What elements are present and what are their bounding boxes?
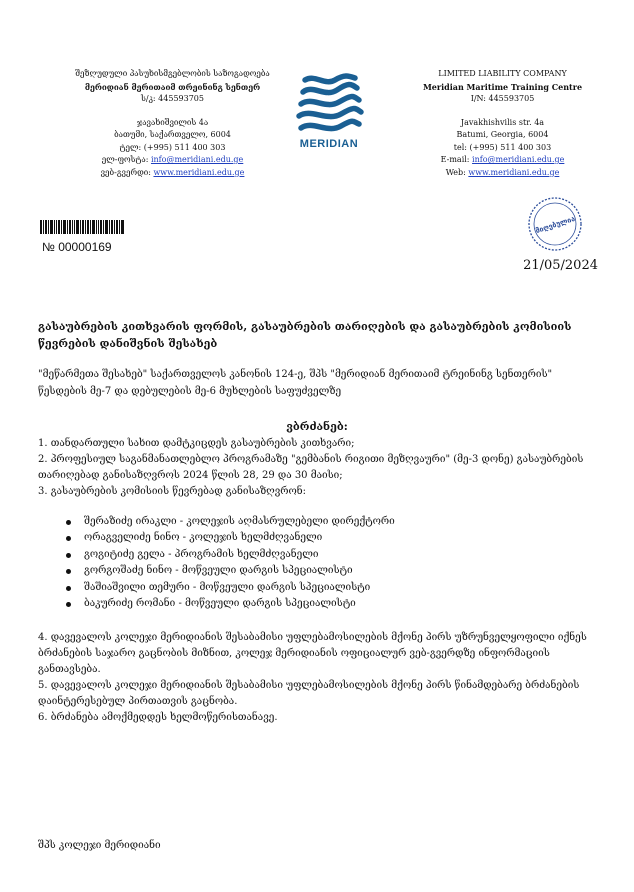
document-title: გასაუბრების კითხვარის ფორმის, გასაუბრების თარიღების და გასაუბრების კომისიის წევრების დანიშვნის შესახებ [38, 320, 572, 350]
signature-line: შპს კოლეჯი მერიდიანი [38, 840, 161, 851]
list-item: ორაგველიძე ნინო - კოლეჯის ხელმძღვანელი [66, 530, 395, 546]
web-link-ka[interactable]: www.meridiani.edu.ge [153, 167, 245, 177]
order-item-3: 3. გასაუბრების კომისიის წევრებად განისაზღვრონ: [38, 486, 307, 497]
logo-wordmark: MERIDIAN [299, 138, 359, 150]
waves-icon [283, 68, 375, 136]
company-name-ka: მერიდიან მერითაიმ თრეინინგ სენთერ [84, 81, 261, 92]
tax-id-ka: ს/კ: 445593705 [141, 94, 204, 103]
address-line-2-en: Batumi, Georgia, 6004 [456, 130, 549, 139]
document-date: 21/05/2024 [523, 258, 598, 273]
web-row-en [395, 167, 610, 180]
document-preamble: "მეწარმეთა შესახებ" საქართველოს კანონის 124-ე, შპს "მერიდიან მერითაიმ ტრეინინგ სენთერის" წესდების მე-7 და დებულების მე-6 მუხლების საფუძველზე [38, 369, 553, 397]
document-number: № 00000169 [42, 240, 112, 254]
email-row-en [395, 154, 610, 167]
web-row-ka [40, 167, 305, 180]
email-row-ka [40, 154, 305, 167]
web-link-en[interactable]: www.meridiani.edu.ge [468, 167, 560, 177]
barcode-icon [40, 220, 126, 234]
commission-members-list [66, 514, 395, 612]
email-label-ka: ელ-ფოსტა: [101, 155, 149, 164]
list-item: შერაზიძე ირაკლი - კოლეჯის აღმასრულებელი დირექტორი [66, 514, 395, 530]
address-line-1-ka: ჯავახიშვილის 4ა [136, 117, 209, 127]
address-line-1-en: Javakhishvilis str. 4a [460, 117, 545, 127]
meridian-logo [283, 68, 375, 156]
company-type-ka: შეზღუდული პასუხისმგებლობის საზოგადოება [75, 69, 270, 78]
list-item: ბაკურიძე რომანი - მოწვეული დარგის სპეციალისტი [66, 596, 395, 612]
order-items-top [38, 436, 603, 500]
company-name-en: Meridian Maritime Training Centre [422, 81, 583, 92]
list-item: გოგიტიძე გელა - პროგრამის ხელმძღვანელი [66, 547, 395, 563]
email-link-en[interactable]: info@meridiani.edu.ge [472, 155, 565, 164]
header-left [40, 68, 305, 179]
phone-ka: ტელ: (+995) 511 400 303 [119, 142, 226, 152]
list-item: გორგოშაძე ნინო - მოწვეული დარგის სპეციალისტი [66, 563, 395, 579]
order-item-5: 5. დავევალოს კოლეჯი მერიდიანის შესაბამისი უფლებამოსილების მქონე პირს წინამდებარე ბრძანების დაინტერესებულ პირთათვის გაცნობა. [38, 680, 580, 707]
web-label-ka: ვებ-გვერდი: [100, 167, 151, 177]
order-item-2: 2. პროფესიულ საგანმანათლებლო პროგრამაზე "გემბანის რიგითი მეზღვაური" (მე-3 დონე) გასაუბრების თარიღებად განისაზღვროს 2024 წლის 28, 29 და 30 მაისი; [38, 454, 584, 481]
order-item-4: 4. დავევალოს კოლეჯი მერიდიანის შესაბამისი უფლებამოსილების მქონე პირს უზრუნველყოფილი იქნეს ბრძანების საჯარო გაცნობის მიზნით, კოლეჯ მერიდიანის ოფიციალურ ვებ-გვერდზე ინფორმაციის განთავსება. [38, 632, 587, 675]
company-type-en: LIMITED LIABILITY COMPANY [438, 69, 567, 78]
list-item: შაშიაშვილი თემური - მოწვეული დარგის სპეციალისტი [66, 580, 395, 596]
order-item-6: 6. ბრძანება ამოქმედდეს ხელმოწერისთანავე. [38, 712, 278, 723]
address-line-2-ka: ბათუმი, საქართველო, 6004 [114, 130, 231, 139]
phone-en: tel: (+995) 511 400 303 [453, 142, 552, 152]
email-label-en: E-mail: [440, 155, 470, 164]
received-stamp-icon [527, 196, 583, 252]
order-item-1: 1. თანდართული სახით დამტკიცდეს გასაუბრების კითხვარი; [38, 438, 355, 449]
stamp-text: მიღებულია [534, 214, 577, 236]
tax-id-en: I/N: 445593705 [470, 94, 535, 103]
header-right [395, 68, 610, 179]
order-items-bottom [38, 630, 603, 726]
order-heading: ვბრძანებ: [286, 420, 348, 433]
web-label-en: Web: [445, 167, 466, 177]
email-link-ka[interactable]: info@meridiani.edu.ge [150, 155, 244, 164]
